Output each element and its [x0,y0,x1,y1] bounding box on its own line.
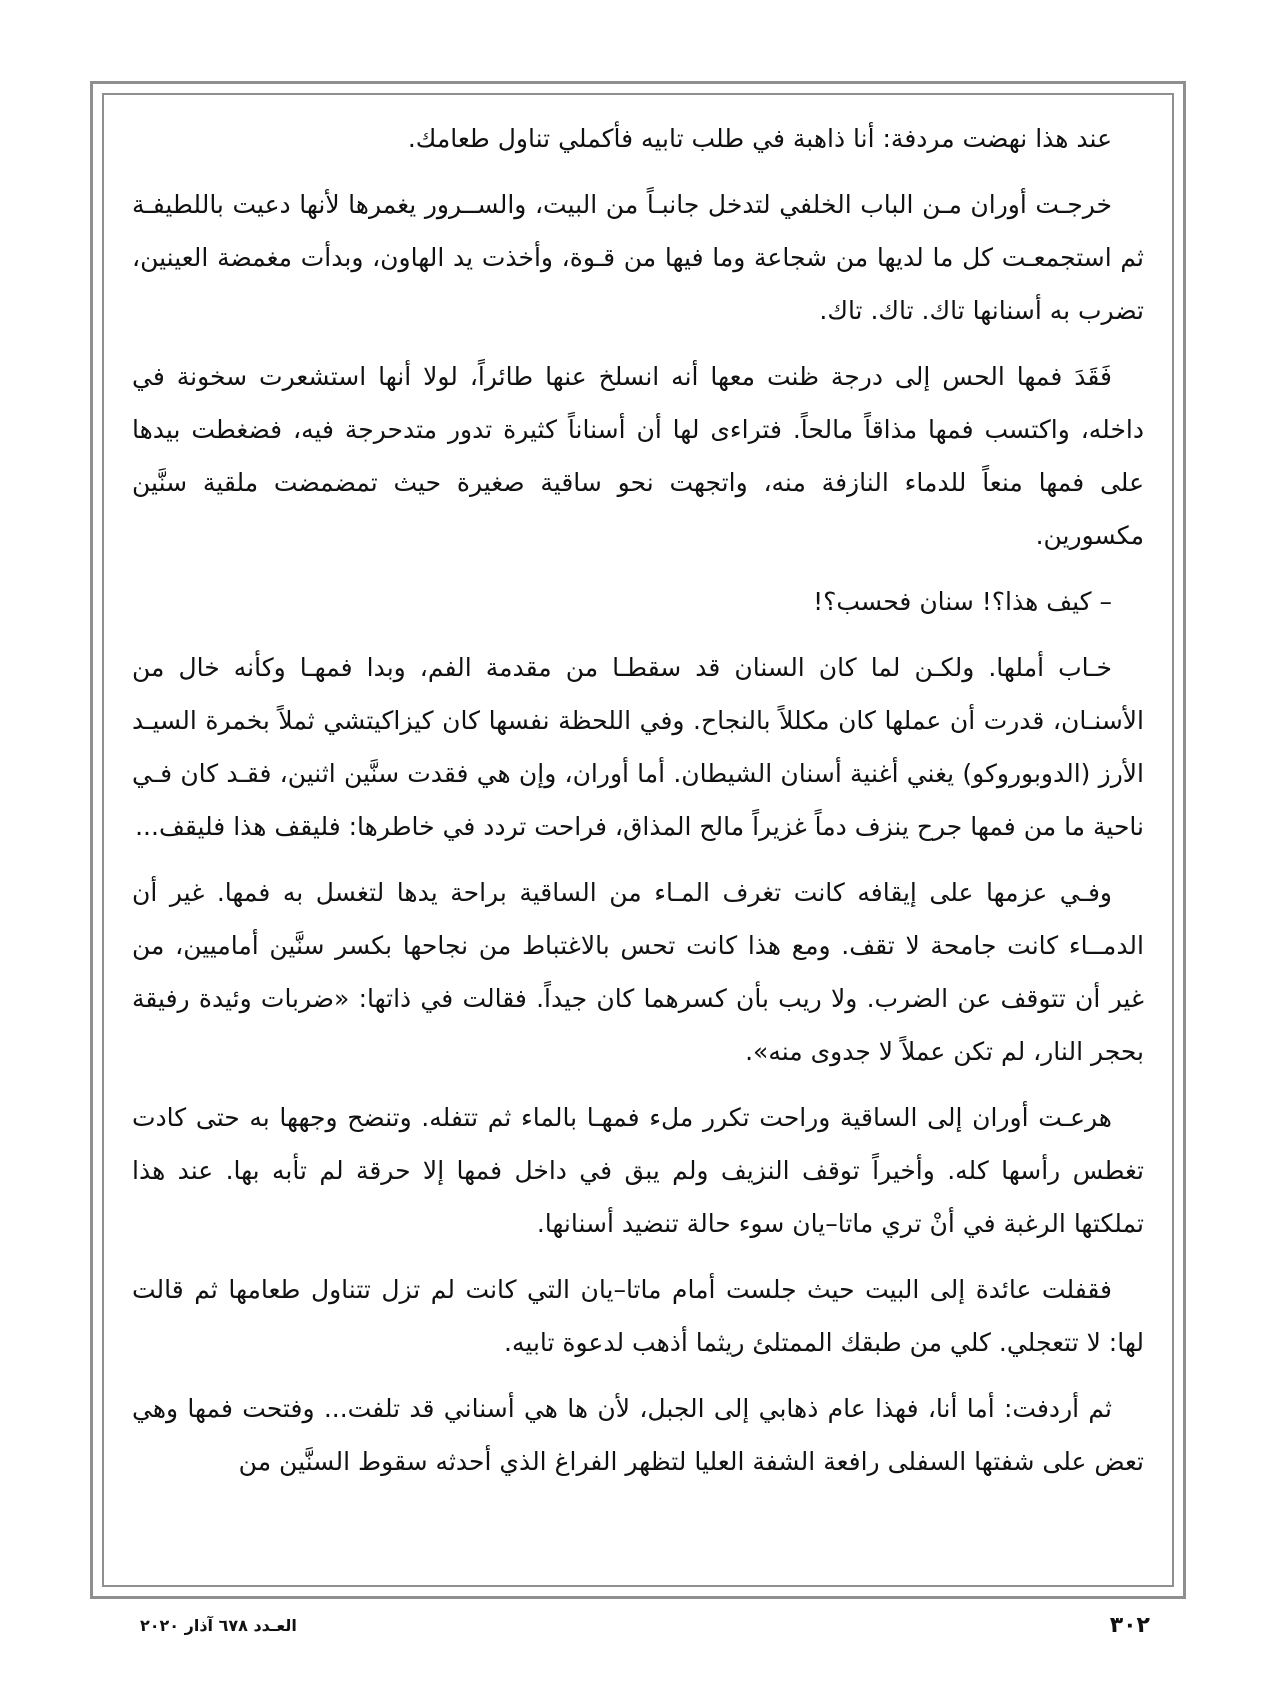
paragraph: هرعـت أوران إلى الساقية وراحت تكرر ملء فمهـا بالماء ثم تتفله. وتنضح وجهها به حتى كادت تغطس رأسها كله. وأخيراً توقف النزيف ولم يبق في داخل فمها إلا حرقة لم تأبه بها. عند هذا تملكتها الرغبة في أنْ تري ماتا–يان سوء حالة تنضيد أسنانها. [132,1103,1144,1238]
dialogue-line: – كيف هذا؟! سنان فحسب؟! [813,587,1112,616]
paragraph: خرجـت أوران مـن الباب الخلفي لتدخل جانبـاً من البيت، والســرور يغمرها لأنها دعيت باللطيفـة ثم استجمعـت كل ما لديها من شجاعة وما فيها من قـوة، وأخذت يد الهاون، وبدأت مغمضة العينين، تضرب به أسنانها تاك. تاك. تاك. [132,190,1144,325]
paragraph: عند هذا نهضت مردفة: أنا ذاهبة في طلب تابيه فأكملي تناول طعامك. [407,124,1112,153]
issue-info: العـدد ٦٧٨ آذار ٢٠٢٠ [140,1616,297,1635]
paragraph: ثم أردفت: أما أنا، فهذا عام ذهابي إلى الجبل، لأن ها هي أسناني قد تلفت... وفتحت فمها وهي تعض على شفتها السفلى رافعة الشفة العليا لتظهر الفراغ الذي أحدثه سقوط السنَّين من [132,1394,1144,1476]
paragraph: فقفلت عائدة إلى البيت حيث جلست أمام ماتا–يان التي كانت لم تزل تتناول طعامها ثم قالت لها: لا تتعجلي. كلي من طبقك الممتلئ ريثما أذهب لدعوة تابيه. [132,1275,1144,1357]
paragraph: خـاب أملها. ولكـن لما كان السنان قد سقطـا من مقدمة الفم، وبدا فمهـا وكأنه خال من الأسنـان، قدرت أن عملها كان مكللاً بالنجاح. وفي اللحظة نفسها كان كيزاكيتشي ثملاً بخمرة السيـد الأرز (الدوبوروكو) يغني أغنية أسنان الشيطان. أما أوران، وإن هي فقدت سنَّين اثنين، فقـد كان فـي ناحية ما من فمها جرح ينزف دماً غزيراً مالح المذاق، فراحت تردد في خاطرها: فليقف هذا فليقف... [132,653,1144,841]
paragraph: فَقَدَ فمها الحس إلى درجة ظنت معها أنه انسلخ عنها طائراً، لولا أنها استشعرت سخونة في داخله، واكتسب فمها مذاقاً مالحاً. فتراءى لها أن أسناناً كثيرة تدور متدحرجة فيه، فضغطت بيدها على فمها منعاً للدماء النازفة منه، واتجهت نحو ساقية صغيرة حيث تمضمضت ملقية سنَّين مكسورين. [132,362,1144,550]
page-number: ٣٠٢ [1109,1613,1150,1638]
paragraph: وفـي عزمها على إيقافه كانت تغرف المـاء من الساقية براحة يدها لتغسل به فمها. غير أن الدمــاء كانت جامحة لا تقف. ومع هذا كانت تحس بالاغتباط من نجاحها بكسر سنَّين أماميين، من غير أن تتوقف عن الضرب. ولا ريب بأن كسرهما كان جيداً. فقالت في ذاتها: «ضربات وئيدة رفيقة بحجر النار، لم تكن عملاً لا جدوى منه». [132,878,1144,1066]
body-text [132,112,1144,1501]
